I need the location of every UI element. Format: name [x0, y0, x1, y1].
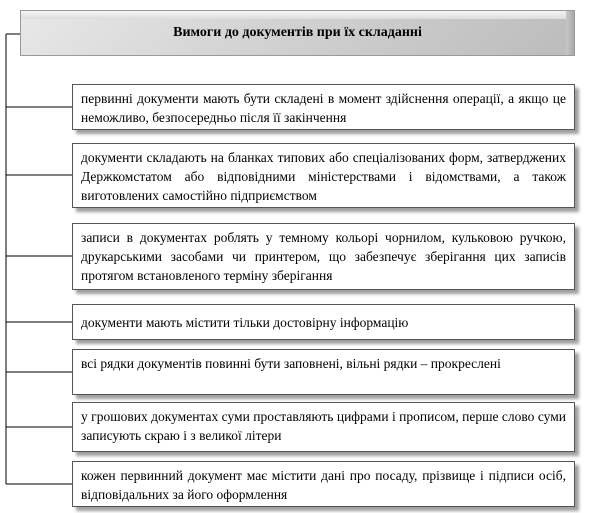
requirement-box-3: записи в документах роблять у темному кольорі чорнилом, кульковою ручкою, друкарськими засобами чи принтером, що забезпечує зберігання цих записів протягом встановленого терміну зберігання: [72, 223, 575, 290]
requirement-box-5: всі рядки документів повинні бути заповнені, вільні рядки – прокреслені: [72, 349, 575, 395]
requirement-box-7: кожен первинний документ має містити дані про посаду, прізвище і підписи осіб, відповідальних за його оформлення: [72, 461, 575, 507]
requirement-box-4: документи мають містити тільки достовірну інформацію: [72, 304, 575, 340]
diagram-title: Вимоги до документів при їх складанні: [173, 25, 422, 40]
requirement-box-6: у грошових документах суми проставляють цифрами і прописом, перше слово суми записують скраю і з великої літери: [72, 402, 575, 452]
diagram-title-box: [20, 10, 575, 56]
requirement-box-2: документи складають на бланках типових або спеціалізованих форм, затверджених Держкомстатом або відповідними міністерствами і відомствами, а також виготовлених самостійно підприємством: [72, 143, 575, 208]
requirement-box-1: первинні документи мають бути складені в момент здійснення операції, а якщо це неможливо, безпосередньо після її закінчення: [72, 84, 575, 130]
